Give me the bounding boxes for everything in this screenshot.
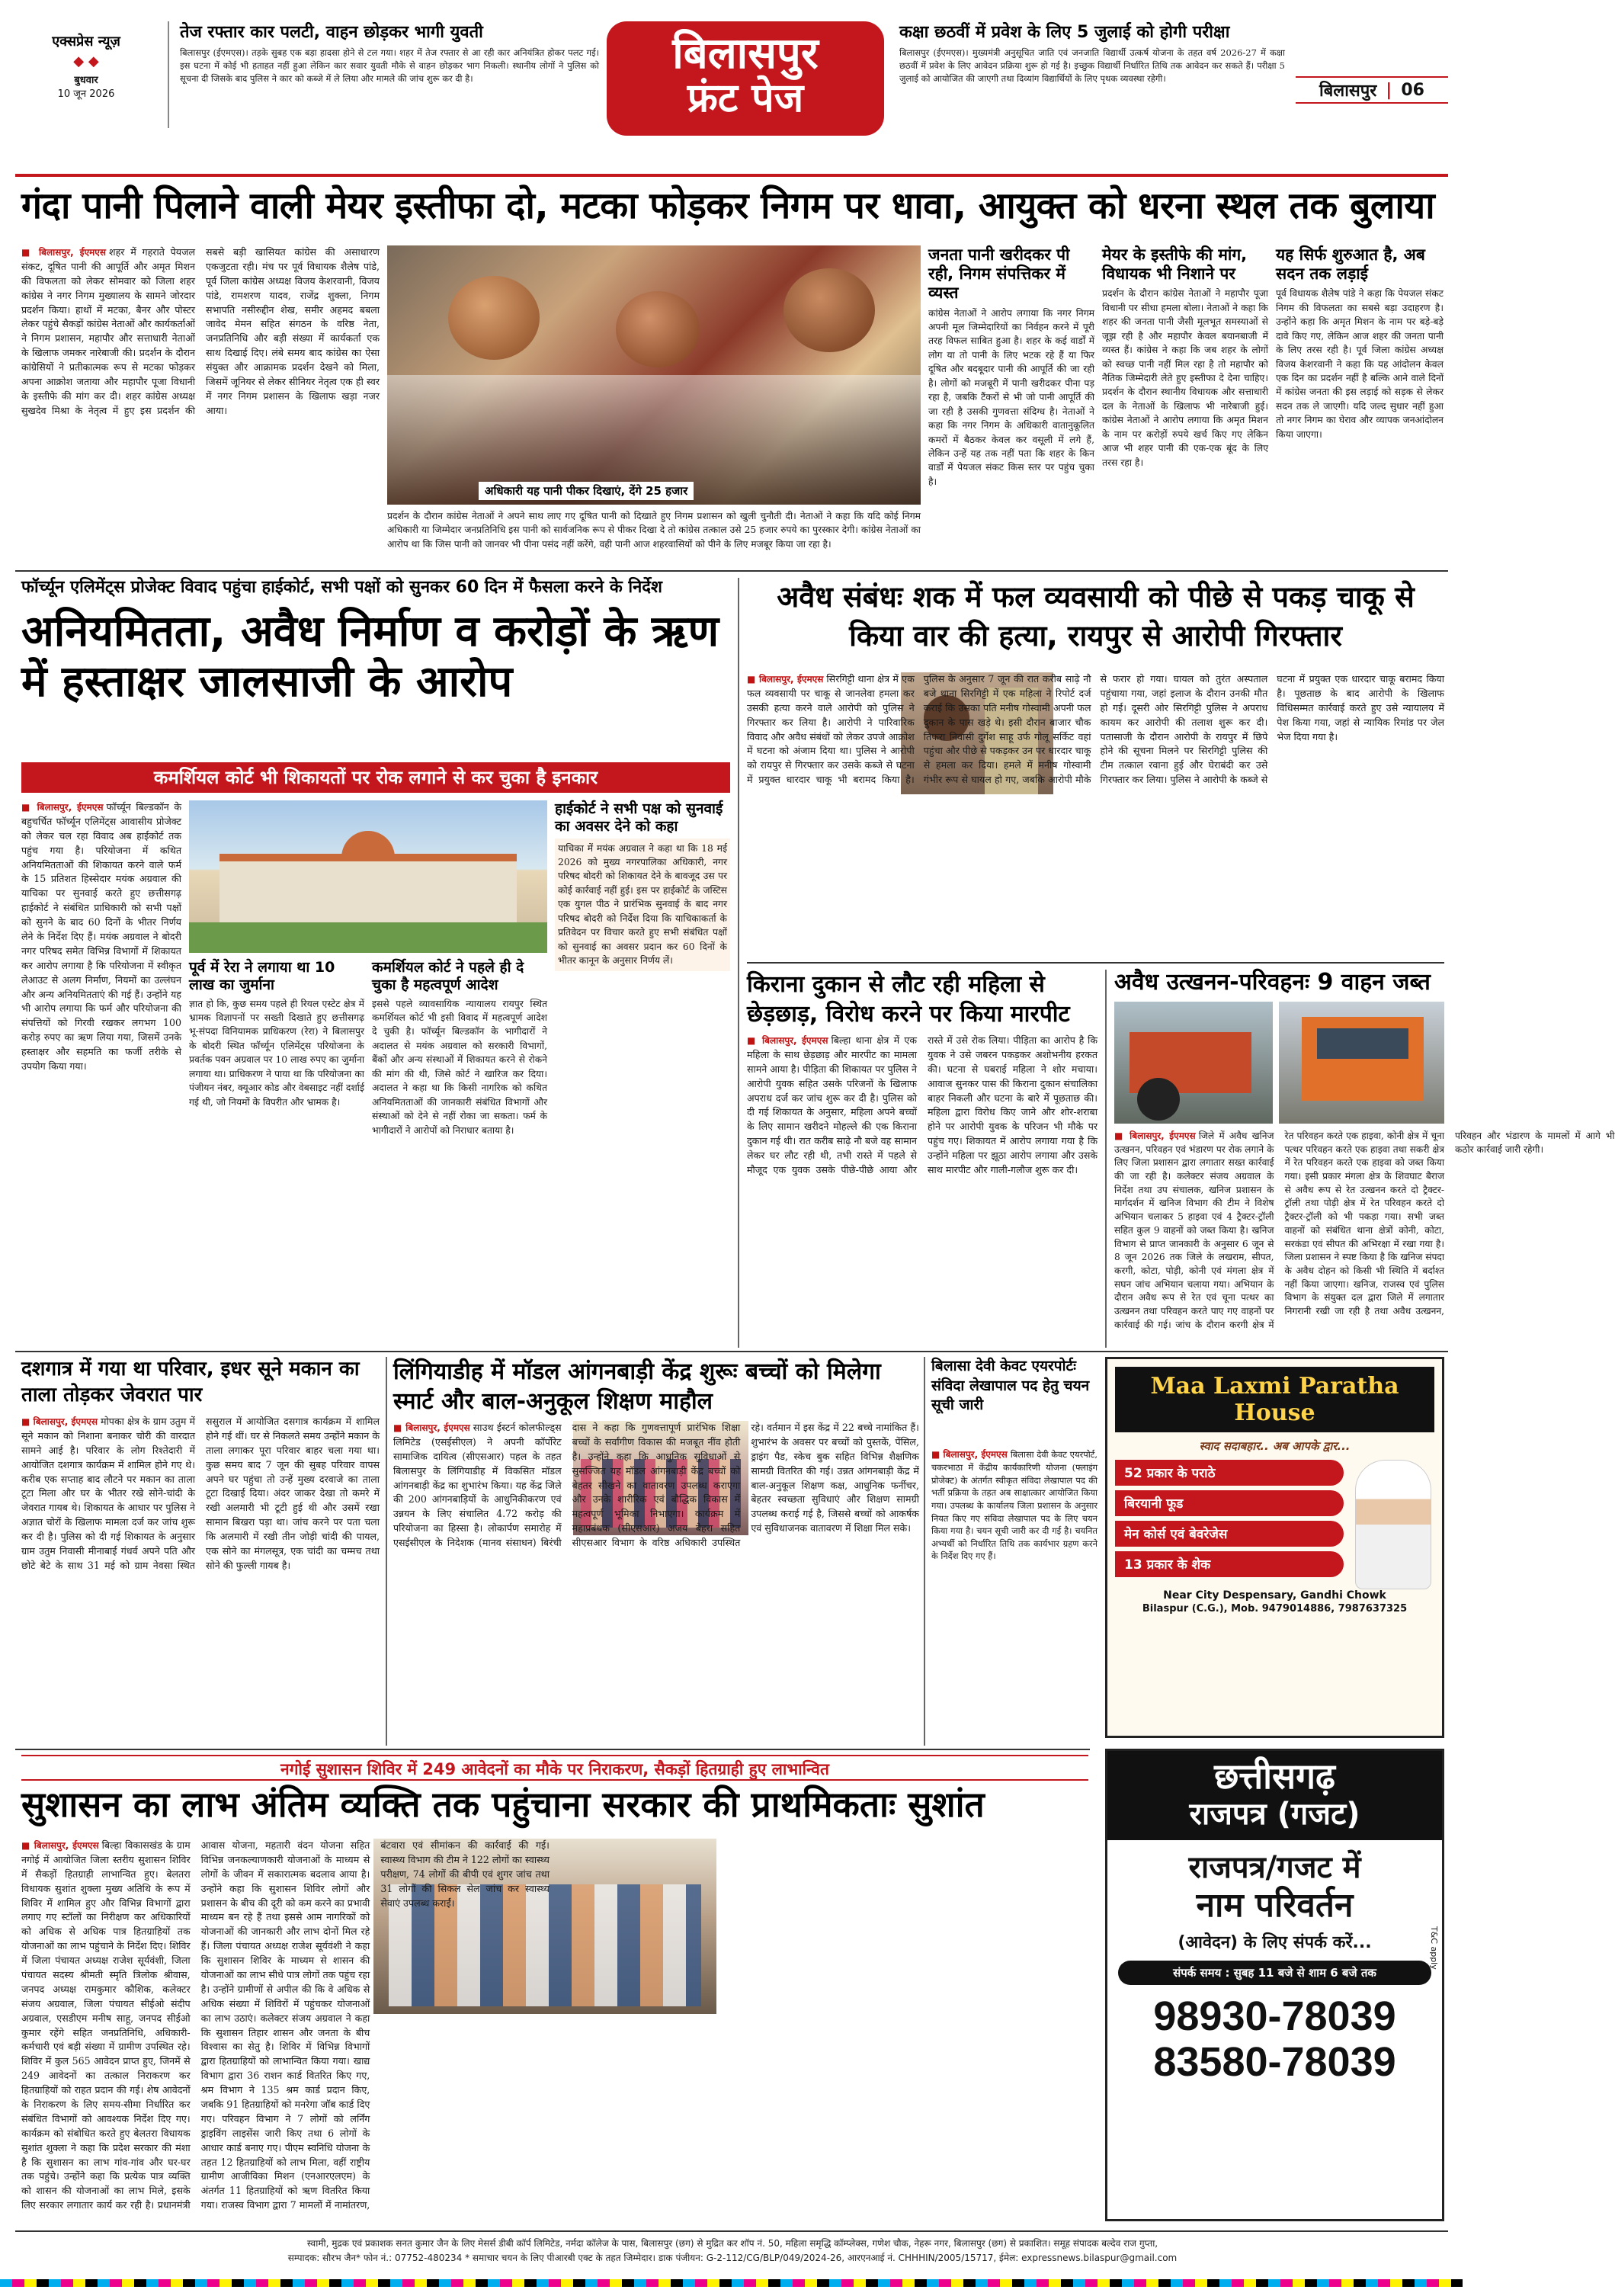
page-number: 06 [1401,80,1424,100]
gazette-ad [1105,1749,1444,2221]
susasan-headline: सुशासन का लाभ अंतिम व्यक्ति तक पहुंचाना सरकार की प्राथमिकताः सुशांत [21,1784,985,1825]
paratha-item-4: 13 प्रकार के शेक [1115,1551,1344,1577]
right-brief-text: बिलासपुर (ईएमएस)। मुख्यमंत्री अनुसूचित जाति एवं जनजाति विद्यार्थी उत्कर्ष योजना के तहत वर्ष 2026-27 में कक्षा छठवीं में प्रवेश के लिए आवेदन प्रक्रिया शुरू हो गई है। इच्छुक विद्यार्थी निर्धारित तिथि तक आवेदन कर सकते हैं। परीक्षा 5 जुलाई को आयोजित की जाएगी तथा दिव्यांग विद्यार्थियों के लिए पृथक व्यवस्था रहेगी। [899,47,1285,84]
paratha-item-2: बिरयानी फूड [1115,1490,1344,1516]
tractor-wheel [1137,1078,1180,1121]
court-dome [341,831,395,861]
kirana-headline: किराना दुकान से लौट रही महिला से छेड़छाड़, विरोध करने पर किया मारपीट [747,971,1070,1028]
right-brief [899,23,1285,85]
lead-side-2 [1102,245,1268,470]
kirana-body: ■ बिलासपुर, ईएमएस बिल्हा थाना क्षेत्र में एक महिला के साथ छेड़छाड़ और मारपीट का मामला सामने आया है। पीड़िता की शिकायत पर पुलिस ने आरोपी युवक सहित उसके परिजनों के खिलाफ अपराध दर्ज कर जांच शुरू कर दी है। पुलिस को दी गई शिकायत के अनुसार, महिला अपने बच्चों के लिए सामान खरीदने मोहल्ले की एक किराना दुकान गई थी। रात करीब साढ़े नौ बजे वह सामान लेकर घर लौट रही थी, तभी रास्ते में पहले से मौजूद एक युवक उसके पीछे-पीछे आया और रास्ते में उसे रोक लिया। पीड़िता का आरोप है कि युवक ने उसे जबरन पकड़कर अशोभनीय हरकत की। घटना से घबराई महिला ने शोर मचाया। आवाज सुनकर पास की किराना दुकान संचालिका बाहर निकली और घटना के बारे में पूछताछ की। महिला द्वारा विरोध किए जाने और शोर-शराबा होने पर आरोपी युवक के परिजन भी मौके पर पहुंच गए। शिकायत में आरोप लगाया गया है कि उन्होंने महिला पर झूठा आरोप लगाया और उसके साथ मारपीट और गाली-गलौज शुरू कर दी। [747,1034,1097,1176]
imprint-line-1: स्वामी, मुद्रक एवं प्रकाशक सनत कुमार जैन के लिए मेसर्स डीबी कॉर्प लिमिटेड, नर्मदा कॉलेज के पास, बिलासपुर (छग) से मुद्रित कर शॉप नं. 50, महिला समृद्धि कॉम्प्लेक्स, गणेश चौक, नेहरू नगर, बिलासपुर (छग) से प्रकाशित। समूह संपादक बल्देव राज गुप्ता, [306,2238,1158,2249]
paratha-phone: Bilaspur (C.G.), Mob. 9479014886, 7987637325 [1142,1603,1408,1615]
side3-title: यह सिर्फ शुरुआत है, अब सदन तक लड़ाई [1276,245,1425,284]
side1-title: जनता पानी खरीदकर पी रही, निगम संपत्तिकर में व्यस्त [928,245,1070,303]
susasan-kicker: नगोई सुशासन शिविर में 249 आवेदनों का मौके पर निराकरण, सैकड़ों हितग्राही हुए लाभान्वित [21,1755,1088,1781]
page-title-box [607,21,884,136]
paratha-address: Near City Despensary, Gandhi Chowk [1163,1589,1386,1602]
fortune-sub3-text: याचिका में मयंक अग्रवाल ने कहा था कि 18 मई 2026 को मुख्य नगरपालिका अधिकारी, नगर परिषद बोदरी को शिकायत देने के बावजूद उस पर कोई कार्रवाई नहीं हुई। इस पर हाईकोर्ट के जस्टिस एक युगल पीठ ने प्रारंभिक सुनवाई के बाद नगर परिषद बोदरी को निर्देश दिया कि याचिकाकर्ता के प्रतिवेदन पर विचार करते हुए सभी संबंधित पक्षों को सुनवाई का अवसर प्रदान कर 60 दिनों के भीतर कानून के अनुसार निर्णय लें। [555,839,730,971]
fortune-body: ■ बिलासपुर, ईएमएस फॉर्च्यून बिल्डकॉन के बहुचर्चित फॉर्च्यून एलिमेंट्स आवासीय प्रोजेक्ट को लेकर चल रहा विवाद अब हाईकोर्ट तक पहुंच गया है। परियोजना में कथित अनियमितताओं की शिकायत करने वाले फर्म के 15 प्रतिशत हिस्सेदार मयंक अग्रवाल की याचिका पर सुनवाई करते हुए छत्तीसगढ़ हाईकोर्ट ने संबंधित प्राधिकारी को सभी पक्षों को सुनने के बाद 60 दिनों के भीतर निर्णय लेने के निर्देश दिए हैं। मयंक अग्रवाल ने बोदरी नगर परिषद समेत विभिन्न विभागों में शिकायत कर आरोप लगाया है कि परियोजना में स्वीकृत लेआउट से अलग निर्माण, नियमों का उल्लंघन और अन्य अनियमितताएं की गई हैं। उन्होंने यह भी आरोप लगाया कि फर्म और परियोजना की संपत्तियों को गिरवी रखकर लगभग 100 करोड़ रुपए का ऋण लिया गया, जिसमें उनके हस्ताक्षर और सहमति का फर्जी तरीके से उपयोग किया गया। [21,801,182,1073]
paratha-item-1: 52 प्रकार के पराठे [1115,1460,1344,1486]
page-tag-city: बिलासपुर [1319,82,1377,101]
fortune-sub-1 [189,959,364,1109]
susasan-text: बिल्हा विकासखंड के ग्राम नगोई में आयोजित जिला स्तरीय सुशासन शिविर में सैकड़ों हितग्राही लाभान्वित हुए। बेलतरा विधायक सुशांत शुक्ला मुख्य अतिथि के रूप में शिविर में शामिल हुए और विभिन्न विभागों द्वारा लगाए गए स्टॉलों का निरीक्षण कर अधिकारियों को अधिक से अधिक पात्र हितग्राहियों तक योजनाओं का लाभ पहुंचाने के निर्देश दिए। शिविर में जिला पंचायत अध्यक्ष राजेश सूर्यवंशी, जिला पंचायत सदस्य श्रीमती स्मृति त्रिलोक श्रीवास, जनपद अध्यक्ष रामकुमार कौशिक, कलेक्टर संजय अग्रवाल, जिला पंचायत सीईओ संदीप अग्रवाल, एसडीएम मनीष साहू, जनपद सीईओ कुमार रहेंगे सहित जनप्रतिनिधि, अधिकारी-कर्मचारी एवं बड़ी संख्या में ग्रामीण उपस्थित रहे। शिविर में कुल 565 आवेदन प्राप्त हुए, जिनमें से 249 आवेदनों का तत्काल निराकरण कर हितग्राहियों को राहत प्रदान की गई। शेष आवेदनों के निराकरण के लिए समय-सीमा निर्धारित कर संबंधित विभागों को आवश्यक निर्देश दिए गए। कार्यक्रम को संबोधित करते हुए बेलतरा विधायक सुशांत शुक्ला ने कहा कि प्रदेश सरकार की मंशा है कि सुशासन का लाभ गांव-गांव और घर-घर तक पहुंचे। उन्होंने कहा कि प्रत्येक पात्र व्यक्ति को शासन की योजनाओं का लाभ मिले, इसके लिए सरकार लगातार कार्य कर रही है। प्रधानमंत्री आवास योजना, महतारी वंदन योजना सहित विभिन्न जनकल्याणकारी योजनाओं के माध्यम से लोगों के जीवन में सकारात्मक बदलाव आया है। उन्होंने कहा कि सुशासन शिविर लोगों और प्रशासन के बीच की दूरी को कम करने का प्रभावी माध्यम बन रहे हैं तथा इससे आम नागरिकों को योजनाओं की जानकारी और लाभ दोनों मिल रहे हैं। जिला पंचायत अध्यक्ष राजेश सूर्यवंशी ने कहा कि सुशासन शिविर के माध्यम से शासन की योजनाओं का लाभ सीधे पात्र लोगों तक पहुंच रहा है। उन्होंने ग्रामीणों से अपील की कि वे अधिक से अधिक संख्या में शिविरों में पहुंचकर योजनाओं का लाभ उठाएं। कलेक्टर संजय अग्रवाल ने कहा कि सुशासन तिहार शासन और जनता के बीच विश्वास का सेतु है। शिविर में विभिन्न विभागों द्वारा हितग्राहियों को लाभान्वित किया गया। खाद्य विभाग द्वारा 36 राशन कार्ड वितरित किए गए, श्रम विभाग ने 135 श्रम कार्ड प्रदान किए, जबकि 91 हितग्राहियों को मनरेगा जॉब कार्ड दिए गए। परिवहन विभाग ने 7 लोगों को लर्निंग ड्राइविंग लाइसेंस जारी किए तथा 6 लोगों के आधार कार्ड बनाए गए। पीएम स्वनिधि योजना के तहत 12 हितग्राहियों को लाभ मिला, वहीं राष्ट्रीय ग्रामीण आजीविका मिशन (एनआरएलएम) के अंतर्गत 11 हितग्राहियों को ऋण वितरित किया गया। राजस्व विभाग द्वारा 7 मामलों में नामांतरण, बंटवारा एवं सीमांकन की कार्रवाई की गई। स्वास्थ्य विभाग की टीम ने 122 लोगों का स्वास्थ्य परीक्षण, 74 लोगों की बीपी एवं शुगर जांच तथा 31 लोगों की सिकल सेल जांच कर स्वास्थ्य सेवाएं उपलब्ध कराईं। [21,1839,550,2211]
paratha-item-3: मेन कोर्स एवं बेवरेजेस [1115,1521,1344,1547]
gazette-line5: (आवेदन) के लिए संपर्क करें... [1178,1933,1372,1953]
side3-text: पूर्व विधायक शैलेष पांडे ने कहा कि पेयजल संकट निगम की विफलता का सबसे बड़ा उदाहरण है। उन्होंने कहा कि अमृत मिशन के नाम पर बड़े-बड़े दावे किए गए, लेकिन आज शहर की जनता पानी के लिए तरस रही है। पूर्व जिला कांग्रेस अध्यक्ष विजय केशरवानी ने कहा कि यह आंदोलन केवल एक दिन का प्रदर्शन नहीं है बल्कि आने वाले दिनों में कांग्रेस जनता की इस लड़ाई को सड़क से लेकर सदन तक ले जाएगी। यदि जल्द सुधार नहीं हुआ तो नगर निगम का घेराव और व्यापक जनआंदोलन किया जाएगा। [1276,288,1444,440]
murder-text: सिरगिट्टी थाना क्षेत्र में एक फल व्यवसायी पर चाकू से जानलेवा हमला कर उसकी हत्या करने वाले आरोपी को पुलिस ने गिरफ्तार कर लिया है। आरोपी ने पारिवारिक विवाद और अवैध संबंधों को लेकर उपजे आक्रोश में घटना को अंजाम दिया था। पुलिस ने आरोपी को रायपुर से गिरफ्तार कर उसके कब्जे से घटना में प्रयुक्त धारदार चाकू भी बरामद किया है। पुलिस के अनुसार 7 जून की रात करीब साढ़े नौ बजे थाना सिरगिट्टी में एक महिला ने रिपोर्ट दर्ज कराई कि उसका पति मनीष गोस्वामी अपनी फल दुकान के पास खड़े थे। इसी दौरान बाजार चौक तिफरा निवासी दुर्गेश साहू उर्फ गोलू सर्किट वहां पहुंचा और पीछे से पकड़कर उन पर धारदार चाकू से हमला कर दिया। हमले में मनीष गोस्वामी गंभीर रूप से घायल हो गए, जबकि आरोपी मौके से फरार हो गया। घायल को तुरंत अस्पताल पहुंचाया गया, जहां इलाज के दौरान उनकी मौत हो गई। दूसरी ओर सिरगिट्टी पुलिस ने अपराध कायम कर आरोपी की तलाश शुरू कर दी। पतासाजी के दौरान आरोपी के रायपुर में छिपे होने की सूचना मिलने पर सिरगिट्टी पुलिस की टीम तत्काल रवाना हुई और घेराबंदी कर उसे गिरफ्तार कर लिया। पुलिस ने आरोपी के कब्जे से घटना में प्रयुक्त एक धारदार चाकू बरामद किया है। पूछताछ के बाद आरोपी के खिलाफ विधिसम्मत कार्रवाई करते हुए उसे न्यायालय में पेश किया गया, जहां से न्यायिक रिमांड पर जेल भेज दिया गया है। [747,673,1444,786]
fortune-sub1-title: पूर्व में रेरा ने लगाया था 10 लाख का जुर्माना [189,959,335,993]
color-registration-bar [0,2279,1463,2287]
fortune-sub1-text: ज्ञात हो कि, कुछ समय पहले ही रियल एस्टेट क्षेत्र में भ्रामक विज्ञापनों पर सख्ती दिखाते हुए छत्तीसगढ़ भू-संपदा विनियामक प्राधिकरण (रेरा) ने बिलासपुर के बोदरी स्थित फॉर्च्यून एलिमेंट्स परियोजना के प्रवर्तक पवन अग्रवाल पर 10 लाख रुपए का जुर्माना लगाया था। प्राधिकरण ने पाया था कि परियोजना का पंजीयन नंबर, क्यूआर कोड और वेबसाइट नहीं दर्शाई गई थी, जो नियमों के विपरीत और भ्रामक है। [189,998,364,1108]
fortune-headline: अनियमितता, अवैध निर्माण व करोड़ों के ऋण में हस्ताक्षर जालसाजी के आरोप [21,607,719,707]
fortune-kicker: फॉर्च्यून एलिमेंट्स प्रोजेक्ट विवाद पहुंचा हाईकोर्ट, सभी पक्षों को सुनकर 60 दिन में फैसला करने के निर्देश [21,578,662,597]
gazette-tc: T&C apply [1429,1926,1439,1970]
theft-headline: दशगात्र में गया था परिवार, इधर सूने मकान का ताला तोड़कर जेवरात पार [21,1358,360,1406]
bilasa-headline: बिलासा देवी केवट एयरपोर्टः संविदा लेखापाल पद हेतु चयन सूची जारी [931,1358,1090,1414]
lead-side-1 [928,245,1094,489]
pot-1 [448,276,540,360]
pot-2 [616,291,700,367]
lead-photo-caption: अधिकारी यह पानी पीकर दिखाएं, देंगे 25 हजार [479,482,694,500]
gazette-phone-1: 98930-78039 [1153,1993,1396,2040]
gazette-subtitle: राजपत्र (गजट) [1189,1796,1360,1832]
mining-text: जिले में अवैध खनिज उत्खनन, परिवहन एवं भंडारण पर रोक लगाने के लिए जिला प्रशासन द्वारा लगातार सख्त कार्रवाई की जा रही है। कलेक्टर संजय अग्रवाल के निर्देश तथा उप संचालक, खनिज प्रशासन के मार्गदर्शन में खनिज विभाग की टीम ने विशेष अभियान चलाकर 5 हाइवा एवं 4 ट्रैक्टर-ट्रॉली सहित कुल 9 वाहनों को जब्त किया है। खनिज विभाग से प्राप्त जानकारी के अनुसार 6 जून से 8 जून 2026 तक जिले के लखराम, सीपत, करगी, कोटा, पोड़ी, कोनी एवं मंगला क्षेत्र में सघन जांच अभियान चलाया गया। अभियान के दौरान अवैध रूप से रेत एवं चूना पत्थर का उत्खनन तथा परिवहन करते पाए गए वाहनों पर कार्रवाई की गई। जांच के दौरान करगी क्षेत्र में रेत परिवहन करते एक हाइवा, कोनी क्षेत्र में चूना पत्थर परिवहन करते एक हाइवा तथा सकरी क्षेत्र में रेत परिवहन करते एक हाइवा को जब्त किया गया। इसी प्रकार मंगला क्षेत्र के शिवघाट बैराज से अवैध रूप से रेत उत्खनन करते दो ट्रैक्टर-ट्रॉली तथा पोड़ी क्षेत्र में रेत परिवहन करते दो ट्रैक्टर-ट्रॉली को भी पकड़ा गया। सभी जब्त वाहनों को संबंधित थाना क्षेत्रों कोनी, कोटा, सरकंडा एवं सीपत की अभिरक्षा में रखा गया है। जिला प्रशासन ने स्पष्ट किया है कि खनिज संपदा के अवैध दोहन को किसी भी स्थिति में बर्दाश्त नहीं किया जाएगा। खनिज, राजस्व एवं पुलिस विभाग के संयुक्त दल द्वारा जिले में लगातार निगरानी रखी जा रही है तथा अवैध उत्खनन, परिवहन और भंडारण के मामलों में आगे भी कठोर कार्रवाई जारी रहेगी। [1114,1130,1615,1330]
gazette-phone-2: 83580-78039 [1153,2038,1396,2085]
court-building [219,854,517,922]
fortune-text: फॉर्च्यून बिल्डकॉन के बहुचर्चित फॉर्च्यून एलिमेंट्स आवासीय प्रोजेक्ट को लेकर चल रहा विवाद अब हाईकोर्ट तक पहुंच गया है। परियोजना में कथित अनियमितताओं की शिकायत करने वाले फर्म के 15 प्रतिशत हिस्सेदार मयंक अग्रवाल की याचिका पर सुनवाई करते हुए छत्तीसगढ़ हाईकोर्ट ने संबंधित प्राधिकारी को सभी पक्षों को सुनने के बाद 60 दिनों के भीतर निर्णय लेने के निर्देश दिए हैं। मयंक अग्रवाल ने बोदरी नगर परिषद समेत विभिन्न विभागों में शिकायत कर आरोप लगाया है कि परियोजना में स्वीकृत लेआउट से अलग निर्माण, नियमों का उल्लंघन और अन्य अनियमितताएं की गई हैं। उन्होंने यह भी आरोप लगाया कि फर्म और परियोजना की संपत्तियों को गिरवी रखकर लगभग 100 करोड़ रुपए का ऋण लिया गया, जिसमें उनके हस्ताक्षर और सहमति का फर्जी तरीके से उपयोग किया गया। [21,801,182,1073]
side2-title: मेयर के इस्तीफे की मांग, विधायक भी निशाने पर [1102,245,1248,284]
right-brief-title: कक्षा छठवीं में प्रवेश के लिए 5 जुलाई को होगी परीक्षा [899,23,1230,42]
brand-mark: ◆ ◆ [73,53,99,69]
paratha-ad-title: Maa Laxmi Paratha House [1115,1367,1434,1432]
lead-photo [387,245,921,505]
issue-day: बुधवार [74,75,98,86]
chef-icon [1355,1460,1431,1589]
fortune-band: कमर्शियल कोर्ट भी शिकायतों पर रोक लगाने से कर चुका है इनकार [21,762,730,793]
side2-text: प्रदर्शन के दौरान कांग्रेस नेताओं ने महापौर पूजा विधानी पर सीधा हमला बोला। नेताओं ने कहा कि शहर की जनता पानी जैसी मूलभूत समस्याओं से जूझ रही है और महापौर केवल बयानबाजी में व्यस्त हैं। कांग्रेस ने कहा कि जब शहर के लोगों को स्वच्छ पानी नहीं मिल रहा है तो महापौर को नैतिक जिम्मेदारी लेते हुए इस्तीफा दे देना चाहिए। प्रदर्शन के दौरान स्थानीय विधायक और सत्ताधारी दल के नेताओं के खिलाफ भी नारेबाजी हुई। कांग्रेस नेताओं ने आरोप लगाया कि अमृत मिशन के नाम पर करोड़ों रुपये खर्च किए गए लेकिन आज भी शहर पानी की एक-एक बूंद के लिए तरस रहा है। [1102,288,1268,468]
brand-name: एक्सप्रेस न्यूज़ [52,34,120,50]
court-lawn [189,922,547,953]
issue-date: 10 जून 2026 [57,88,115,100]
fortune-sub2-title: कमर्शियल कोर्ट ने पहले ही दे चुका है महत्वपूर्ण आदेश [372,959,524,993]
left-brief-text: बिलासपुर (ईएमएस)। तड़के सुबह एक बड़ा हादसा होने से टल गया। शहर में तेज रफ्तार से आ रही कार अनियंत्रित होकर पलट गई। इस घटना में कोई भी हताहत नहीं हुआ लेकिन कार सवार युवती मौके से वाहन छोड़कर भाग निकली। स्थानीय लोगों ने पुलिस को सूचना दी जिसके बाद पुलिस ने कार को कब्जे में ले लिया और मामले की जांच शुरू कर दी है। [180,47,599,84]
lead-text: शहर में गहराते पेयजल संकट, दूषित पानी की आपूर्ति और अमृत मिशन की विफलता को लेकर सोमवार को जिला शहर कांग्रेस ने नगर निगम मुख्यालय के सामने जोरदार प्रदर्शन किया। हाथों में मटका, बैनर और पोस्टर लेकर पहुंचे सैकड़ों कांग्रेस नेताओं और कार्यकर्ताओं ने निगम प्रशासन, महापौर और सत्ताधारी नेताओं के खिलाफ जमकर नारेबाजी की। प्रदर्शन के दौरान कांग्रेसियों ने प्रतीकात्मक रूप से मटका फोड़कर अपना आक्रोश जताया और महापौर पूजा विधानी के इस्तीफे की मांग कर दी। शहर कांग्रेस अध्यक्ष सुखदेव मिश्रा के नेतृत्व में हुए इस प्रदर्शन की सबसे बड़ी खासियत कांग्रेस की असाधारण एकजुटता रही। मंच पर पूर्व विधायक शैलेष पांडे, पूर्व जिला कांग्रेस अध्यक्ष विजय केशरवानी, विजय पांडे, रामशरण यादव, राजेंद्र शुक्ला, निगम सभापति नसीरुद्दीन शेख, समीर अहमद बबला जावेद मेमन सहित संगठन के वरिष्ठ नेता, जनप्रतिनिधि और बड़ी संख्या में कार्यकर्ता एक साथ दिखाई दिए। लंबे समय बाद कांग्रेस का ऐसा संयुक्त और आक्रामक प्रदर्शन देखने को मिला, जिसमें जूनियर से लेकर सीनियर नेतृत्व एक ही स्वर में नगर निगम प्रशासन के खिलाफ खड़ा नजर आया। [21,246,380,416]
gazette-line4: नाम परिवर्तन [1196,1885,1354,1925]
paratha-menu [1115,1460,1434,1577]
page-tag: बिलासपुर | 06 [1296,76,1448,104]
bilasa-body: ■ बिलासपुर, ईएमएस बिलासा देवी केवट एयरपोर्ट, चकरभाठा में केंद्रीय कार्यकारिणी योजना (फ्लाइंग प्रोजेक्ट) के अंतर्गत स्वीकृत संविदा लेखापाल पद की भर्ती प्रक्रिया के तहत अब साक्षात्कार आयोजित किया गया। उपलब्ध के कार्यालय जिला प्रशासन के अनुसार नियत किए गए संविदा लेखापाल पद के लिए चयन किया गया है। चयन सूची जारी कर दी गई है। चयनित अभ्यर्थी को निर्धारित तिथि तक कार्यभार ग्रहण करने के निर्देश दिए गए हैं। [931,1449,1098,1562]
lead-side-3 [1276,245,1444,441]
tractor-photo [1114,1002,1273,1124]
murder-body: ■ बिलासपुर, ईएमएस सिरगिट्टी थाना क्षेत्र में एक फल व्यवसायी पर चाकू से जानलेवा हमला कर उसकी हत्या करने वाले आरोपी को पुलिस ने गिरफ्तार कर लिया है। आरोपी ने पारिवारिक विवाद और अवैध संबंधों को लेकर उपजे आक्रोश में घटना को अंजाम दिया था। पुलिस ने आरोपी को रायपुर से गिरफ्तार कर उसके कब्जे से घटना में प्रयुक्त धारदार चाकू भी बरामद किया है। पुलिस के अनुसार 7 जून की रात करीब साढ़े नौ बजे थाना सिरगिट्टी में एक महिला ने रिपोर्ट दर्ज कराई कि उसका पति मनीष गोस्वामी अपनी फल दुकान के पास खड़े थे। इसी दौरान बाजार चौक तिफरा निवासी दुर्गेश साहू उर्फ गोलू सर्किट वहां पहुंचा और पीछे से पकड़कर उन पर धारदार चाकू से हमला कर दिया। हमले में मनीष गोस्वामी गंभीर रूप से घायल हो गए, जबकि आरोपी मौके से फरार हो गया। घायल को तुरंत अस्पताल पहुंचाया गया, जहां इलाज के दौरान उनकी मौत हो गई। दूसरी ओर सिरगिट्टी पुलिस ने अपराध कायम कर आरोपी की तलाश शुरू कर दी। पतासाजी के दौरान आरोपी के रायपुर में छिपे होने की सूचना मिलने पर सिरगिट्टी पुलिस की टीम तत्काल रवाना हुई और घेराबंदी कर उसे गिरफ्तार कर लिया। पुलिस ने आरोपी के कब्जे से घटना में प्रयुक्त एक धारदार चाकू बरामद किया है। पूछताछ के बाद आरोपी के खिलाफ विधिसम्मत कार्रवाई करते हुए उसे न्यायालय में पेश किया गया, जहां से न्यायिक रिमांड पर जेल भेज दिया गया है। [747,673,1444,786]
lead-body: ■ बिलासपुर, ईएमएस शहर में गहराते पेयजल संकट, दूषित पानी की आपूर्ति और अमृत मिशन की विफलता को लेकर सोमवार को जिला शहर कांग्रेस ने नगर निगम मुख्यालय के सामने जोरदार प्रदर्शन किया। हाथों में मटका, बैनर और पोस्टर लेकर पहुंचे सैकड़ों कांग्रेस नेताओं और कार्यकर्ताओं ने निगम प्रशासन, महापौर और सत्ताधारी नेताओं के खिलाफ जमकर नारेबाजी की। प्रदर्शन के दौरान कांग्रेसियों ने प्रतीकात्मक रूप से मटका फोड़कर अपना आक्रोश जताया और महापौर पूजा विधानी के इस्तीफे की मांग कर दी। शहर कांग्रेस अध्यक्ष सुखदेव मिश्रा के नेतृत्व में हुए इस प्रदर्शन की सबसे बड़ी खासियत कांग्रेस की असाधारण एकजुटता रही। मंच पर पूर्व विधायक शैलेष पांडे, पूर्व जिला कांग्रेस अध्यक्ष विजय केशरवानी, विजय पांडे, रामशरण यादव, राजेंद्र शुक्ला, निगम सभापति नसीरुद्दीन शेख, समीर अहमद बबला जावेद मेमन सहित संगठन के वरिष्ठ नेता, जनप्रतिनिधि और बड़ी संख्या में कार्यकर्ता एक साथ दिखाई दिए। लंबे समय बाद कांग्रेस का ऐसा संयुक्त और आक्रामक प्रदर्शन देखने को मिला, जिसमें जूनियर से लेकर सीनियर नेतृत्व एक ही स्वर में नगर निगम प्रशासन के खिलाफ खड़ा नजर आया। [21,246,380,416]
fortune-sub-3 [555,800,730,971]
pot-3 [783,268,875,352]
page-title-city: बिलासपुर [672,29,819,79]
paratha-ad-tagline: स्वाद सदाबहार.. अब आपके द्वार... [1199,1439,1351,1453]
gazette-timing: संपर्क समय : सुबह 11 बजे से शाम 6 बजे तक [1118,1961,1431,1985]
anganwadi-text: साउथ ईस्टर्न कोलफील्ड्स लिमिटेड (एसईसीएल) ने अपनी कॉर्पोरेट सामाजिक दायित्व (सीएसआर) पहल के तहत बिलासपुर के लिंगियाडीह में विकसित मॉडल आंगनबाड़ी केंद्र का शुभारंभ किया। यह केंद्र जिले की 200 आंगनबाड़ियों के आधुनिकीकरण एवं उन्नयन के लिए संचालित 4.72 करोड़ की परियोजना का हिस्सा है। लोकार्पण समारोह में एसईसीएल के निदेशक (मानव संसाधन) बिरंची दास ने कहा कि गुणवत्तापूर्ण प्रारंभिक शिक्षा बच्चों के सर्वांगीण विकास की मजबूत नींव होती है। उन्होंने कहा कि आधुनिक सुविधाओं से सुसज्जित यह मॉडल आंगनबाड़ी केंद्र बच्चों को बेहतर सीखने का वातावरण उपलब्ध कराएगा और उनके शारीरिक एवं बौद्धिक विकास में महत्वपूर्ण भूमिका निभाएगा। कार्यक्रम में महाप्रबंधक (सीएसआर) अजय बेहरा सहित सीएसआर विभाग के वरिष्ठ अधिकारी उपस्थित रहे। वर्तमान में इस केंद्र में 22 बच्चे नामांकित हैं। शुभारंभ के अवसर पर बच्चों को पुस्तकें, पेंसिल, ड्राइंग पैड, स्केच बुक सहित विभिन्न शैक्षणिक सामग्री वितरित की गई। उन्नत आंगनबाड़ी केंद्र में बाल-अनुकूल शिक्षण कक्ष, आधुनिक फर्नीचर, बेहतर स्वच्छता सुविधाएं और शिक्षण सामग्री उपलब्ध कराई गई है, जिससे बच्चों को आकर्षक एवं सुविधाजनक वातावरण में शिक्षा मिल सके। [393,1422,919,1549]
gazette-state: छत्तीसगढ़ [1214,1756,1335,1797]
theft-body: ■ बिलासपुर, ईएमएस मोपका क्षेत्र के ग्राम उतुम में सूने मकान को निशाना बनाकर चोरी की वारदात सामने आई है। परिवार के लोग रिश्तेदारी में आयोजित दशगात्र कार्यक्रम में शामिल होने गए थे। करीब एक सप्ताह बाद लौटने पर मकान का ताला टूटा मिला और घर के भीतर रखे सोने-चांदी के जेवरात गायब थे। शिकायत के आधार पर पुलिस ने अज्ञात चोरों के खिलाफ मामला दर्ज कर जांच शुरू कर दी है। पुलिस को दी गई शिकायत के अनुसार ग्राम उतुम निवासी मीनाबाई गंधर्व अपने पति और छोटे बेटे के साथ 31 मई को ग्राम नेवसा स्थित ससुराल में आयोजित दसगात्र कार्यक्रम में शामिल होने गई थीं। घर से निकलते समय उन्होंने मकान के ताला लगाकर पूरा परिवार बाहर चला गया था। कुछ समय बाद 7 जून की सुबह परिवार वापस अपने घर पहुंचा तो उन्हें मुख्य दरवाजे का ताला टूटा दिखाई दिया। अंदर जाकर देखा तो कमरे में रखी अलमारी भी टूटी हुई थी और उसमें रखा सामान बिखरा पड़ा था। जांच करने पर पता चला कि अलमारी में रखी तीन जोड़ी चांदी की पायल, एक सोने का मंगलसूत्र, एक चांदी का चम्मच तथा सोने की फुल्ली गायब है। [21,1416,380,1571]
page-title-section: फ्रंट पेज [687,75,804,121]
theft-text: मोपका क्षेत्र के ग्राम उतुम में सूने मकान को निशाना बनाकर चोरी की वारदात सामने आई है। परिवार के लोग रिश्तेदारी में आयोजित दशगात्र कार्यक्रम में शामिल होने गए थे। करीब एक सप्ताह बाद लौटने पर मकान का ताला टूटा मिला और घर के भीतर रखे सोने-चांदी के जेवरात गायब थे। शिकायत के आधार पर पुलिस ने अज्ञात चोरों के खिलाफ मामला दर्ज कर जांच शुरू कर दी है। पुलिस को दी गई शिकायत के अनुसार ग्राम उतुम निवासी मीनाबाई गंधर्व अपने पति और छोटे बेटे के साथ 31 मई को ग्राम नेवसा स्थित ससुराल में आयोजित दसगात्र कार्यक्रम में शामिल होने गई थीं। घर से निकलते समय उन्होंने मकान के ताला लगाकर पूरा परिवार बाहर चला गया था। कुछ समय बाद 7 जून की सुबह परिवार वापस अपने घर पहुंचा तो उन्हें मुख्य दरवाजे का ताला टूटा दिखाई दिया। अंदर जाकर देखा तो कमरे में रखी अलमारी भी टूटी हुई थी और उसमें रखा सामान बिखरा पड़ा था। जांच करने पर पता चला कि अलमारी में रखी तीन जोड़ी चांदी की पायल, एक सोने का मंगलसूत्र, एक चांदी का चम्मच तथा सोने की फुल्ली गायब है। [21,1416,380,1571]
fortune-sub2-text: इससे पहले व्यावसायिक न्यायालय रायपुर स्थित कमर्शियल कोर्ट भी इसी विवाद में महत्वपूर्ण आदेश दे चुकी है। फॉर्च्यून बिल्डकॉन के भागीदारों ने अदालत से मयंक अग्रवाल को सरकारी विभागों, बैंकों और अन्य संस्थाओं में शिकायत करने से रोकने की मांग की थी, जिसे कोर्ट ने खारिज कर दिया। अदालत ने कहा था कि किसी नागरिक को कथित अनियमितताओं की जानकारी संबंधित विभागों और संस्थाओं को देने से नहीं रोका जा सकता। फर्म के भागीदारों ने आरोपों को निराधार बताया है। [372,998,547,1136]
paratha-ad [1105,1357,1444,1738]
lead-photo-text: प्रदर्शन के दौरान कांग्रेस नेताओं ने अपने साथ लाए गए दूषित पानी को दिखाते हुए निगम प्रशासन को खुली चुनौती दी। नेताओं ने कहा कि यदि कोई निगम अधिकारी या जिम्मेदार जनप्रतिनिधि इस पानी को सार्वजनिक रूप से पीकर दिखा दे तो कांग्रेस तत्काल उसे 25 हजार रुपये का पुरस्कार देगी। कांग्रेस नेताओं का आरोप था कि जिस पानी को जानवर भी पीना पसंद नहीं करेंगे, वही पानी आज शहरवासियों को पीने के लिए मजबूर किया जा रहा है। [387,511,921,550]
truck-photo [1279,1002,1444,1124]
gazette-header [1107,1751,1442,1840]
fortune-sub3-title: हाईकोर्ट ने सभी पक्ष को सुनवाई का अवसर देने को कहा [555,800,723,835]
bilasa-text: बिलासा देवी केवट एयरपोर्ट, चकरभाठा में केंद्रीय कार्यकारिणी योजना (फ्लाइंग प्रोजेक्ट) के अंतर्गत स्वीकृत संविदा लेखापाल पद की भर्ती प्रक्रिया के तहत अब साक्षात्कार आयोजित किया गया। उपलब्ध के कार्यालय जिला प्रशासन के अनुसार नियत किए गए संविदा लेखापाल पद के लिए चयन किया गया है। चयन सूची जारी कर दी गई है। चयनित अभ्यर्थी को निर्धारित तिथि तक कार्यभार ग्रहण करने के निर्देश दिए गए हैं। [931,1449,1098,1562]
murder-headline: अवैध संबंधः शक में फल व्यवसायी को पीछे से पकड़ चाकू से किया वार की हत्या, रायपुर से आरोपी गिरफ्तार [777,580,1415,653]
anganwadi-body: ■ बिलासपुर, ईएमएस साउथ ईस्टर्न कोलफील्ड्स लिमिटेड (एसईसीएल) ने अपनी कॉर्पोरेट सामाजिक दायित्व (सीएसआर) पहल के तहत बिलासपुर के लिंगियाडीह में विकसित मॉडल आंगनबाड़ी केंद्र का शुभारंभ किया। यह केंद्र जिले की 200 आंगनबाड़ियों के आधुनिकीकरण एवं उन्नयन के लिए संचालित 4.72 करोड़ की परियोजना का हिस्सा है। लोकार्पण समारोह में एसईसीएल के निदेशक (मानव संसाधन) बिरंची दास ने कहा कि गुणवत्तापूर्ण प्रारंभिक शिक्षा बच्चों के सर्वांगीण विकास की मजबूत नींव होती है। उन्होंने कहा कि आधुनिक सुविधाओं से सुसज्जित यह मॉडल आंगनबाड़ी केंद्र बच्चों को बेहतर सीखने का वातावरण उपलब्ध कराएगा और उनके शारीरिक एवं बौद्धिक विकास में महत्वपूर्ण भूमिका निभाएगा। कार्यक्रम में महाप्रबंधक (सीएसआर) अजय बेहरा सहित सीएसआर विभाग के वरिष्ठ अधिकारी उपस्थित रहे। वर्तमान में इस केंद्र में 22 बच्चे नामांकित हैं। शुभारंभ के अवसर पर बच्चों को पुस्तकें, पेंसिल, ड्राइंग पैड, स्केच बुक सहित विभिन्न शैक्षणिक सामग्री वितरित की गई। उन्नत आंगनबाड़ी केंद्र में बाल-अनुकूल शिक्षण कक्ष, आधुनिक फर्नीचर, बेहतर स्वच्छता सुविधाएं और शिक्षण सामग्री उपलब्ध कराई गई है, जिससे बच्चों को आकर्षक एवं सुविधाजनक वातावरण में शिक्षा मिल सके। [393,1422,919,1549]
gazette-offer [1107,1840,1442,1954]
lead-headline: गंदा पानी पिलाने वाली मेयर इस्तीफा दो, मटका फोड़कर निगम पर धावा, आयुक्त को धरना स्थल तक बुलाया [21,184,1435,227]
mining-headline: अवैध उत्खनन-परिवहनः 9 वाहन जब्त [1114,969,1431,996]
truck-window [1317,1028,1408,1059]
left-brief [180,23,599,85]
gazette-line3: राजपत्र/गजट में [1188,1849,1361,1885]
kirana-text: बिल्हा थाना क्षेत्र में एक महिला के साथ छेड़छाड़ और मारपीट का मामला सामने आया है। पीड़िता की शिकायत पर पुलिस ने आरोपी युवक सहित उसके परिजनों के खिलाफ अपराध दर्ज कर जांच शुरू कर दी है। पुलिस को दी गई शिकायत के अनुसार, महिला अपने बच्चों के लिए सामान खरीदने मोहल्ले की एक किराना दुकान गई थी। रात करीब साढ़े नौ बजे वह सामान लेकर घर लौट रही थी, तभी रास्ते में पहले से मौजूद एक युवक उसके पीछे-पीछे आया और रास्ते में उसे रोक लिया। पीड़िता का आरोप है कि युवक ने उसे जबरन पकड़कर अशोभनीय हरकत की। घटना से घबराई महिला ने शोर मचाया। आवाज सुनकर पास की किराना दुकान संचालिका बाहर निकली और घटना के बारे में पूछताछ की। महिला द्वारा विरोध किए जाने और शोर-शराबा होने पर आरोपी युवक के परिजन भी मौके पर पहुंच गए। शिकायत में आरोप लगाया गया है कि उन्होंने महिला पर झूठा आरोप लगाया और उसके साथ मारपीट और गाली-गलौज शुरू कर दी। [747,1034,1097,1176]
masthead [0,0,1463,177]
left-brief-title: तेज रफ्तार कार पलटी, वाहन छोड़कर भागी युवती [180,23,483,42]
highcourt-photo [189,800,547,953]
anganwadi-headline: लिंगियाडीह में मॉडल आंगनबाड़ी केंद्र शुरूः बच्चों को मिलेगा स्मार्ट और बाल-अनुकूल शिक्षण माहौल [393,1358,881,1415]
fortune-sub-2 [372,959,547,1137]
susasan-body: ■ बिलासपुर, ईएमएस बिल्हा विकासखंड के ग्राम नगोई में आयोजित जिला स्तरीय सुशासन शिविर में सैकड़ों हितग्राही लाभान्वित हुए। बेलतरा विधायक सुशांत शुक्ला मुख्य अतिथि के रूप में शिविर में शामिल हुए और विभिन्न विभागों द्वारा लगाए गए स्टॉलों का निरीक्षण कर अधिकारियों को अधिक से अधिक पात्र हितग्राहियों तक योजनाओं का लाभ पहुंचाने के निर्देश दिए। शिविर में जिला पंचायत अध्यक्ष राजेश सूर्यवंशी, जिला पंचायत सदस्य श्रीमती स्मृति त्रिलोक श्रीवास, जनपद अध्यक्ष रामकुमार कौशिक, कलेक्टर संजय अग्रवाल, जिला पंचायत सीईओ संदीप अग्रवाल, एसडीएम मनीष साहू, जनपद सीईओ कुमार रहेंगे सहित जनप्रतिनिधि, अधिकारी-कर्मचारी एवं बड़ी संख्या में ग्रामीण उपस्थित रहे। शिविर में कुल 565 आवेदन प्राप्त हुए, जिनमें से 249 आवेदनों का तत्काल निराकरण कर हितग्राहियों को राहत प्रदान की गई। शेष आवेदनों के निराकरण के लिए समय-सीमा निर्धारित कर संबंधित विभागों को आवश्यक निर्देश दिए गए। कार्यक्रम को संबोधित करते हुए बेलतरा विधायक सुशांत शुक्ला ने कहा कि प्रदेश सरकार की मंशा है कि सुशासन का लाभ गांव-गांव और घर-घर तक पहुंचे। उन्होंने कहा कि प्रत्येक पात्र व्यक्ति को शासन की योजनाओं का लाभ मिले, इसके लिए सरकार लगातार कार्य कर रही है। प्रधानमंत्री आवास योजना, महतारी वंदन योजना सहित विभिन्न जनकल्याणकारी योजनाओं के माध्यम से लोगों के जीवन में सकारात्मक बदलाव आया है। उन्होंने कहा कि सुशासन शिविर लोगों और प्रशासन के बीच की दूरी को कम करने का प्रभावी माध्यम बन रहे हैं तथा इससे आम नागरिकों को योजनाओं की जानकारी और लाभ दोनों मिल रहे हैं। जिला पंचायत अध्यक्ष राजेश सूर्यवंशी ने कहा कि सुशासन शिविर के माध्यम से शासन की योजनाओं का लाभ सीधे पात्र लोगों तक पहुंच रहा है। उन्होंने ग्रामीणों से अपील की कि वे अधिक से अधिक संख्या में शिविरों में पहुंचकर योजनाओं का लाभ उठाएं। कलेक्टर संजय अग्रवाल ने कहा कि सुशासन तिहार शासन और जनता के बीच विश्वास का सेतु है। शिविर में विभिन्न विभागों द्वारा हितग्राहियों को लाभान्वित किया गया। खाद्य विभाग द्वारा 36 राशन कार्ड वितरित किए गए, श्रम विभाग ने 135 श्रम कार्ड प्रदान किए, जबकि 91 हितग्राहियों को मनरेगा जॉब कार्ड दिए गए। परिवहन विभाग ने 7 लोगों को लर्निंग ड्राइविंग लाइसेंस जारी किए तथा 6 लोगों के आधार कार्ड बनाए गए। पीएम स्वनिधि योजना के तहत 12 हितग्राहियों को लाभ मिला, वहीं राष्ट्रीय ग्रामीण आजीविका मिशन (एनआरएलएम) के अंतर्गत 11 हितग्राहियों को ऋण वितरित किया गया। राजस्व विभाग द्वारा 7 मामलों में नामांतरण, बंटवारा एवं सीमांकन की कार्रवाई की गई। स्वास्थ्य विभाग की टीम ने 122 लोगों का स्वास्थ्य परीक्षण, 74 लोगों की बीपी एवं शुगर जांच तथा 31 लोगों की सिकल सेल जांच कर स्वास्थ्य सेवाएं उपलब्ध कराईं। [21,1839,550,2211]
mining-body: ■ बिलासपुर, ईएमएस जिले में अवैध खनिज उत्खनन, परिवहन एवं भंडारण पर रोक लगाने के लिए जिला प्रशासन द्वारा लगातार सख्त कार्रवाई की जा रही है। कलेक्टर संजय अग्रवाल के निर्देश तथा उप संचालक, खनिज प्रशासन के मार्गदर्शन में खनिज विभाग की टीम ने विशेष अभियान चलाकर 5 हाइवा एवं 4 ट्रैक्टर-ट्रॉली सहित कुल 9 वाहनों को जब्त किया है। खनिज विभाग से प्राप्त जानकारी के अनुसार 6 जून से 8 जून 2026 तक जिले के लखराम, सीपत, करगी, कोटा, पोड़ी, कोनी एवं मंगला क्षेत्र में सघन जांच अभियान चलाया गया। अभियान के दौरान अवैध रूप से रेत एवं चूना पत्थर का उत्खनन तथा परिवहन करते पाए गए वाहनों पर कार्रवाई की गई। जांच के दौरान करगी क्षेत्र में रेत परिवहन करते एक हाइवा, कोनी क्षेत्र में चूना पत्थर परिवहन करते एक हाइवा तथा सकरी क्षेत्र में रेत परिवहन करते एक हाइवा को जब्त किया गया। इसी प्रकार मंगला क्षेत्र के शिवघाट बैराज से अवैध रूप से रेत उत्खनन करते दो ट्रैक्टर-ट्रॉली तथा पोड़ी क्षेत्र में रेत परिवहन करते दो ट्रैक्टर-ट्रॉली को भी पकड़ा गया। सभी जब्त वाहनों को संबंधित थाना क्षेत्रों कोनी, कोटा, सरकंडा एवं सीपत की अभिरक्षा में रखा गया है। जिला प्रशासन ने स्पष्ट किया है कि खनिज संपदा के अवैध दोहन को किसी भी स्थिति में बर्दाश्त नहीं किया जाएगा। खनिज, राजस्व एवं पुलिस विभाग के संयुक्त दल द्वारा जिले में लगातार निगरानी रखी जा रही है तथा अवैध उत्खनन, परिवहन और भंडारण के मामलों में आगे भी कठोर कार्रवाई जारी रहेगी। [1114,1130,1615,1330]
imprint-line-2: सम्पादक: सौरभ जैन* फोन नं.: 07752-480234 * समाचार चयन के लिए पीआरबी एक्ट के तहत जिम्मेदार। डाक पंजीयन: G-2-112/CG/BLP/049/2024-26, आरएनआई नं. CHHHIN/2005/15717, ईमेल: expressnews.bilaspur@gmail.com [287,2252,1178,2263]
side1-text: कांग्रेस नेताओं ने आरोप लगाया कि नगर निगम अपनी मूल जिम्मेदारियों का निर्वहन करने में पूरी तरह विफल साबित हुआ है। शहर के कई वार्डों में लोग या तो पानी के लिए भटक रहे हैं या फिर दूषित और बदबूदार पानी की आपूर्ति की जा रही है। लोगों को मजबूरी में पानी खरीदकर पीना पड़ रहा है, जबकि टैंकरों से भी जो पानी आपूर्ति की जा रही है उसकी गुणवत्ता संदिग्ध है। नेताओं ने कहा कि नगर निगम के अधिकारी वातानुकूलित कमरों में बैठकर केवल कर वसूली में लगे हैं, लेकिन उन्हें यह तक नहीं पता कि शहर के किन वार्डों में पेयजल संकट किस स्तर पर पहुंच चुका है। [928,307,1094,487]
imprint [21,2237,1444,2265]
brand-box [21,32,151,123]
